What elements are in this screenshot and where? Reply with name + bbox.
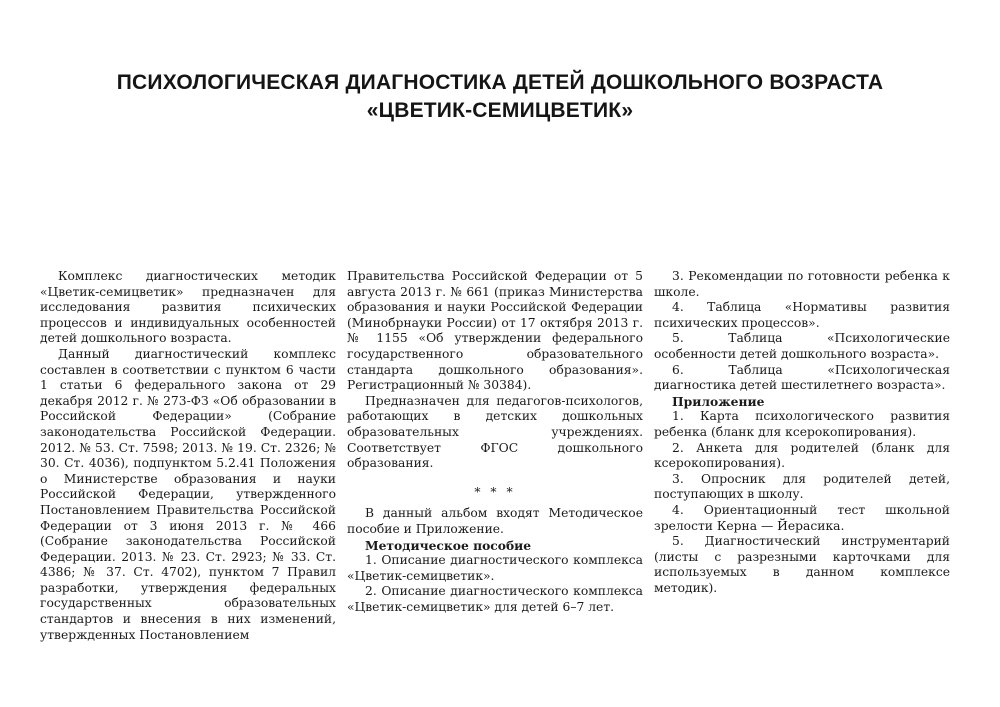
- appendix-heading: Приложение: [672, 393, 765, 409]
- appendix-item-3: 3. Опросник для родителей детей, поступающих в школу.: [654, 471, 950, 502]
- text-column-2: [347, 269, 643, 615]
- page-title-line2: «ЦВЕТИК-СЕМИЦВЕТИК»: [366, 99, 634, 122]
- legal-basis-paragraph: Данный диагностический комплекс составлен в соответствии с пунктом 6 части 1 статьи 6 федерального закона от 29 декабря 2012 г. № 273-ФЗ «Об образовании в Российской Федерации» (Собрание законодательства Российской Федерации. 2012. № 53. Ст. 7598; 2013. № 19. Ст. 2326; № 30. Ст. 4036), подпунктом 5.2.41 Положения о Министерстве образования и науки Российской Федерации, утвержденного Постановлением Правительства Российской Федерации от 3 июня 2013 г. № 466 (Собрание законодательства Российской Федерации. 2013. № 23. Ст. 2923; № 33. Ст. 4386; № 37. Ст. 4702), пунктом 7 Правил разработки, утверждения федеральных государственных образовательных стандартов и внесения в них изменений, утвержденных Постановлением: [40, 346, 336, 642]
- text-column-1: [40, 269, 336, 643]
- guide-item-2: 2. Описание диагностического комплекса «Цветик-семицветик» для детей 6–7 лет.: [347, 584, 643, 614]
- intro-paragraph: Комплекс диагностических методик «Цветик-семицветик» предназначен для исследования развития психических процессов и индивидуальных особенностей детей дошкольного возраста.: [40, 269, 336, 346]
- guide-item-1: 1. Описание диагностического комплекса «Цветик-семицветик».: [347, 553, 643, 583]
- appendix-item-4: 4. Ориентационный тест школьной зрелости Керна — Йерасика.: [654, 502, 950, 533]
- audience-paragraph: Предназначен для педагогов-психологов, работающих в детских дошкольных образовательных учреждениях. Соответствует ФГОС дошкольного образования.: [347, 393, 643, 471]
- methodical-guide-heading: Методическое пособие: [365, 537, 532, 553]
- section-divider-stars: * * *: [474, 484, 516, 499]
- guide-item-3: 3. Рекомендации по готовности ребенка к школе.: [654, 269, 950, 299]
- guide-item-6: 6. Таблица «Психологическая диагностика детей шестилетнего возраста».: [654, 362, 950, 393]
- appendix-item-5: 5. Диагностический инструментарий (листы с разрезными карточками для используемых в данном комплексе методик).: [654, 534, 950, 595]
- album-contents-paragraph: В данный альбом входят Методическое пособие и Приложение.: [347, 506, 643, 536]
- guide-item-5: 5. Таблица «Психологические особенности детей дошкольного возраста».: [654, 331, 950, 361]
- page-title-line1: ПСИХОЛОГИЧЕСКАЯ ДИАГНОСТИКА ДЕТЕЙ ДОШКОЛЬНОГО ВОЗРАСТА: [116, 71, 884, 94]
- legal-basis-continued: Правительства Российской Федерации от 5 августа 2013 г. № 661 (приказ Министерства образования и науки Российской Федерации (Минобрнауки России) от 17 октября 2013 г. № 1155 «Об утверждении федерального государственного образовательного стандарта дошкольного образования». Регистрационный № 30384).: [347, 269, 643, 393]
- guide-item-4: 4. Таблица «Нормативы развития психических процессов».: [654, 300, 950, 330]
- appendix-item-1: 1. Карта психологического развития ребенка (бланк для ксерокопирования).: [654, 409, 950, 439]
- text-column-3: [654, 269, 950, 596]
- appendix-item-2: 2. Анкета для родителей (бланк для ксерокопирования).: [654, 440, 950, 471]
